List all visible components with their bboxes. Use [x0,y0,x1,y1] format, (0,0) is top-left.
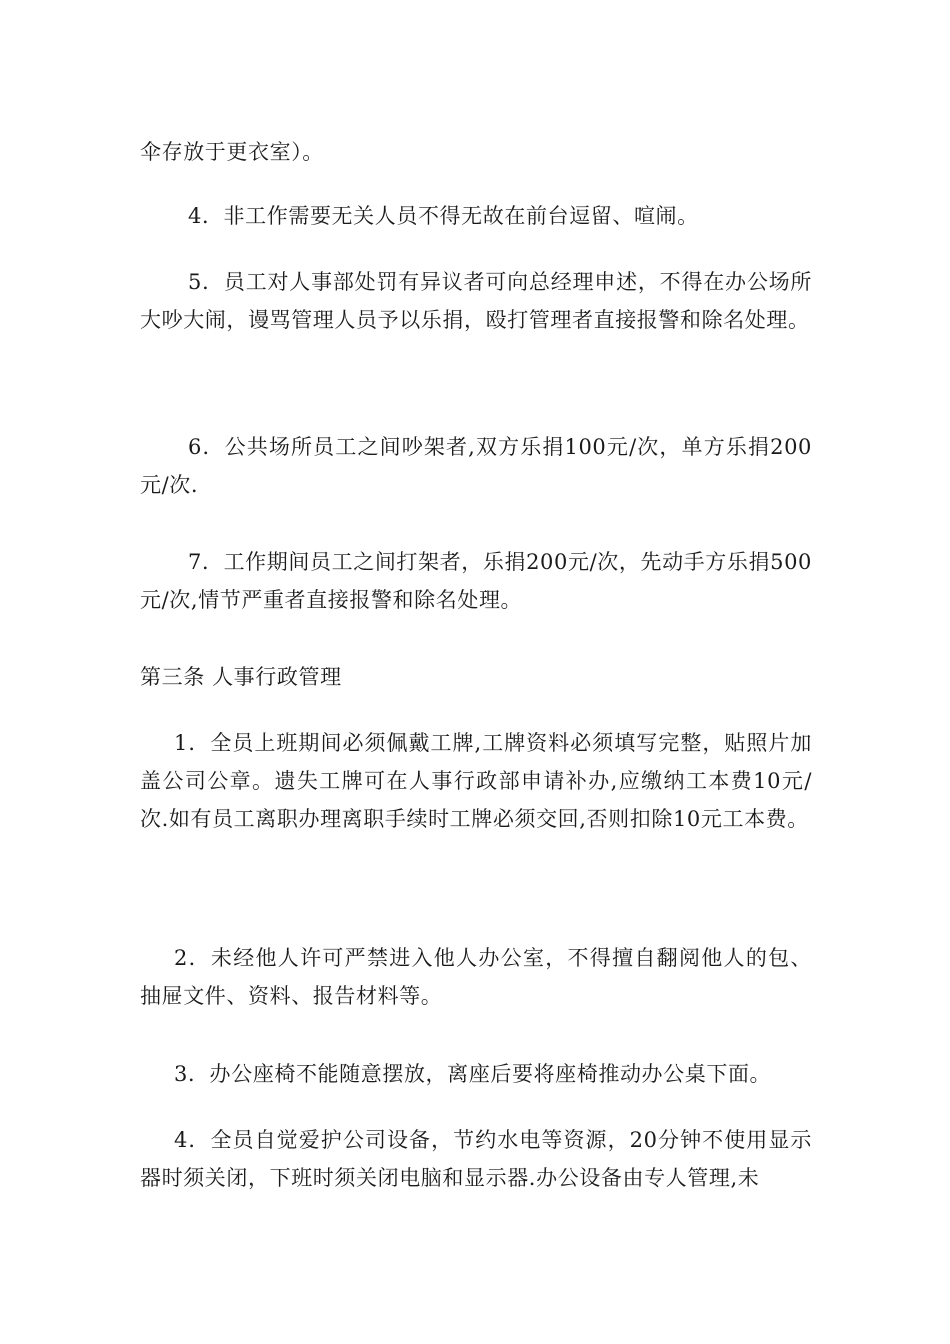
paragraph-admin-2: 2．未经他人许可严禁进入他人办公室，不得擅自翻阅他人的包、抽屉文件、资料、报告材料等。 [140,946,812,1008]
paragraph-rule-5: 5．员工对人事部处罚有异议者可向总经理申述，不得在办公场所大吵大闹，谩骂管理人员予以乐捐，殴打管理者直接报警和除名处理。 [140,270,812,332]
paragraph-continuation: 伞存放于更衣室）。 [140,140,324,164]
paragraph-rule-6: 6．公共场所员工之间吵架者,双方乐捐100元/次，单方乐捐200元/次. [140,435,812,497]
paragraph-rule-4: 4．非工作需要无关人员不得无故在前台逗留、喧闹。 [188,204,699,228]
paragraph-admin-3: 3．办公座椅不能随意摆放，离座后要将座椅推动办公桌下面。 [174,1062,772,1086]
article-3-heading: 第三条 人事行政管理 [140,665,342,689]
paragraph-admin-4: 4．全员自觉爱护公司设备，节约水电等资源，20分钟不使用显示器时须关闭，下班时须关闭电脑和显示器.办公设备由专人管理,未 [140,1128,812,1190]
paragraph-admin-1: 1．全员上班期间必须佩戴工牌,工牌资料必须填写完整，贴照片加盖公司公章。遗失工牌可在人事行政部申请补办,应缴纳工本费10元/次.如有员工离职办理离职手续时工牌必须交回,否则扣除10元工本费。 [140,731,812,831]
paragraph-rule-7: 7．工作期间员工之间打架者，乐捐200元/次，先动手方乐捐500元/次,情节严重者直接报警和除名处理。 [140,550,812,612]
